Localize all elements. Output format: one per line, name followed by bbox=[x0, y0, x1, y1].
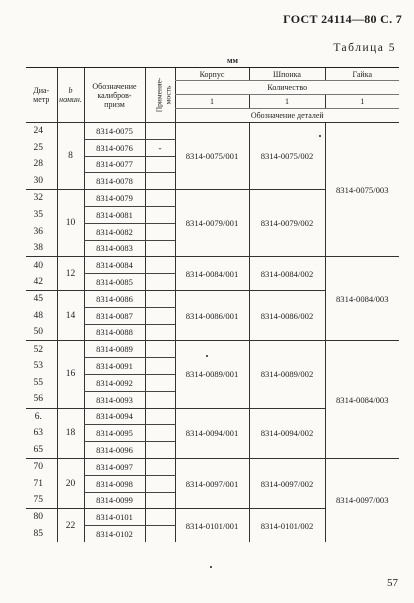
gayka-cell: 8314-0084/003 bbox=[325, 341, 399, 459]
b-cell: 10 bbox=[57, 190, 84, 257]
korpus-cell: 8314-0084/001 bbox=[175, 257, 249, 291]
shponka-cell: 8314-0094/002 bbox=[249, 408, 325, 458]
calibr-cell: 8314-0092 bbox=[84, 374, 145, 391]
parts-table bbox=[26, 67, 399, 542]
calibr-cell: 8314-0089 bbox=[84, 341, 145, 358]
calibr-cell: 8314-0102 bbox=[84, 526, 145, 542]
calibr-cell: 8314-0098 bbox=[84, 475, 145, 492]
scan-speck bbox=[206, 355, 208, 357]
diameter-cell: 36 bbox=[33, 226, 43, 237]
qty-shponka: 1 bbox=[249, 95, 325, 109]
qty-korpus: 1 bbox=[175, 95, 249, 109]
primenyaemost-cell bbox=[145, 408, 175, 425]
scan-speck bbox=[319, 135, 321, 137]
b-cell: 8 bbox=[57, 123, 84, 190]
primenyaemost-cell bbox=[145, 391, 175, 408]
calibr-cell: 8314-0084 bbox=[84, 257, 145, 274]
diameter-cell: 28 bbox=[33, 159, 43, 170]
table-label: Таблица 5 bbox=[333, 42, 396, 54]
korpus-cell: 8314-0075/001 bbox=[175, 123, 249, 190]
diameter-cell: 71 bbox=[33, 478, 43, 489]
primenyaemost-cell bbox=[145, 458, 175, 475]
col-header-primenyaemost: Применяе- мость bbox=[145, 68, 175, 123]
calibr-cell: 8314-0099 bbox=[84, 492, 145, 509]
gayka-cell: 8314-0075/003 bbox=[325, 123, 399, 257]
calibr-cell: 8314-0095 bbox=[84, 425, 145, 442]
shponka-cell: 8314-0075/002 bbox=[249, 123, 325, 190]
col-header-shponka: Шпонка bbox=[249, 68, 325, 81]
primenyaemost-cell bbox=[145, 358, 175, 375]
diameter-cell: 42 bbox=[26, 274, 57, 291]
shponka-cell: 8314-0089/002 bbox=[249, 341, 325, 408]
b-cell: 18 bbox=[57, 408, 84, 458]
b-cell: 20 bbox=[57, 458, 84, 508]
primenyaemost-cell bbox=[145, 190, 175, 207]
diameter-cell: 70 bbox=[33, 462, 43, 473]
gayka-cell: 8314-0097/003 bbox=[325, 458, 399, 541]
shponka-cell: 8314-0079/002 bbox=[249, 190, 325, 257]
korpus-cell: 8314-0097/001 bbox=[175, 458, 249, 508]
b-cell: 16 bbox=[57, 341, 84, 408]
primenyaemost-cell bbox=[145, 324, 175, 341]
calibr-cell: 8314-0094 bbox=[84, 408, 145, 425]
primenyaemost-mark: - bbox=[145, 139, 175, 156]
diameter-cell: 56 bbox=[26, 391, 57, 408]
col-header-korpus: Корпус bbox=[175, 68, 249, 81]
diameter-cell: 24 bbox=[33, 126, 43, 137]
calibr-cell: 8314-0081 bbox=[84, 206, 145, 223]
standard-header: ГОСТ 24114—80 С. 7 bbox=[283, 12, 402, 26]
primenyaemost-cell bbox=[145, 509, 175, 526]
diameter-cell: 32 bbox=[33, 193, 43, 204]
primenyaemost-cell bbox=[145, 341, 175, 358]
calibr-cell: 8314-0077 bbox=[84, 156, 145, 173]
diameter-cell: 80 bbox=[33, 512, 43, 523]
col-header-oboznachenie: Обозначение деталей bbox=[175, 109, 399, 123]
primenyaemost-cell bbox=[145, 173, 175, 190]
col-header-diameter: Диа- метр bbox=[26, 68, 57, 123]
calibr-cell: 8314-0085 bbox=[84, 274, 145, 291]
diameter-cell: 52 bbox=[33, 344, 43, 355]
korpus-cell: 8314-0086/001 bbox=[175, 290, 249, 340]
korpus-cell: 8314-0101/001 bbox=[175, 509, 249, 542]
primenyaemost-cell bbox=[145, 156, 175, 173]
col-header-kolichestvo: Количество bbox=[175, 81, 399, 95]
primenyaemost-cell bbox=[145, 475, 175, 492]
diameter-cell: 25 bbox=[33, 142, 43, 153]
scan-speck bbox=[210, 566, 212, 568]
calibr-cell: 8314-0086 bbox=[84, 290, 145, 307]
diameter-cell: 65 bbox=[26, 442, 57, 459]
shponka-cell: 8314-0097/002 bbox=[249, 458, 325, 508]
diameter-cell: 45 bbox=[33, 294, 43, 305]
diameter-cell: 63 bbox=[33, 428, 43, 439]
b-cell: 14 bbox=[57, 290, 84, 340]
diameter-cell: 30 bbox=[26, 173, 57, 190]
qty-gayka: 1 bbox=[325, 95, 399, 109]
primenyaemost-cell bbox=[145, 223, 175, 240]
diameter-cell: 75 bbox=[26, 492, 57, 509]
primenyaemost-cell bbox=[145, 425, 175, 442]
korpus-cell: 8314-0089/001 bbox=[175, 341, 249, 408]
page-number: 57 bbox=[387, 577, 398, 589]
diameter-cell: 55 bbox=[33, 377, 43, 388]
calibr-cell: 8314-0078 bbox=[84, 173, 145, 190]
primenyaemost-cell bbox=[145, 442, 175, 459]
primenyaemost-cell bbox=[145, 123, 175, 140]
diameter-cell: 35 bbox=[33, 209, 43, 220]
unit-label: мм bbox=[227, 56, 238, 65]
korpus-cell: 8314-0094/001 bbox=[175, 408, 249, 458]
primenyaemost-cell bbox=[145, 374, 175, 391]
b-cell: 22 bbox=[57, 509, 84, 542]
col-header-gayka: Гайка bbox=[325, 68, 399, 81]
shponka-cell: 8314-0086/002 bbox=[249, 290, 325, 340]
diameter-cell: 85 bbox=[33, 528, 43, 539]
calibr-cell: 8314-0088 bbox=[84, 324, 145, 341]
diameter-cell: 53 bbox=[33, 361, 43, 372]
b-cell: 12 bbox=[57, 257, 84, 291]
diameter-cell: 50 bbox=[26, 324, 57, 341]
diameter-cell: 6. bbox=[34, 411, 42, 422]
primenyaemost-cell bbox=[145, 492, 175, 509]
calibr-cell: 8314-0087 bbox=[84, 307, 145, 324]
primenyaemost-cell bbox=[145, 307, 175, 324]
korpus-cell: 8314-0079/001 bbox=[175, 190, 249, 257]
col-header-calibr: Обозначение калибров- призм bbox=[84, 68, 145, 123]
calibr-cell: 8314-0091 bbox=[84, 358, 145, 375]
calibr-cell: 8314-0096 bbox=[84, 442, 145, 459]
diameter-cell: 38 bbox=[26, 240, 57, 257]
calibr-cell: 8314-0093 bbox=[84, 391, 145, 408]
calibr-cell: 8314-0082 bbox=[84, 223, 145, 240]
primenyaemost-cell bbox=[145, 206, 175, 223]
primenyaemost-cell bbox=[145, 526, 175, 542]
primenyaemost-cell bbox=[145, 290, 175, 307]
primenyaemost-cell bbox=[145, 274, 175, 291]
calibr-cell: 8314-0083 bbox=[84, 240, 145, 257]
primenyaemost-cell bbox=[145, 257, 175, 274]
primenyaemost-cell bbox=[145, 240, 175, 257]
calibr-cell: 8314-0097 bbox=[84, 458, 145, 475]
calibr-cell: 8314-0076 bbox=[84, 139, 145, 156]
calibr-cell: 8314-0079 bbox=[84, 190, 145, 207]
diameter-cell: 48 bbox=[33, 310, 43, 321]
shponka-cell: 8314-0101/002 bbox=[249, 509, 325, 542]
calibr-cell: 8314-0101 bbox=[84, 509, 145, 526]
col-header-b: b номин. bbox=[57, 68, 84, 123]
shponka-cell: 8314-0084/002 bbox=[249, 257, 325, 291]
diameter-cell: 40 bbox=[33, 260, 43, 271]
calibr-cell: 8314-0075 bbox=[84, 123, 145, 140]
gayka-cell: 8314-0084/003 bbox=[325, 257, 399, 341]
